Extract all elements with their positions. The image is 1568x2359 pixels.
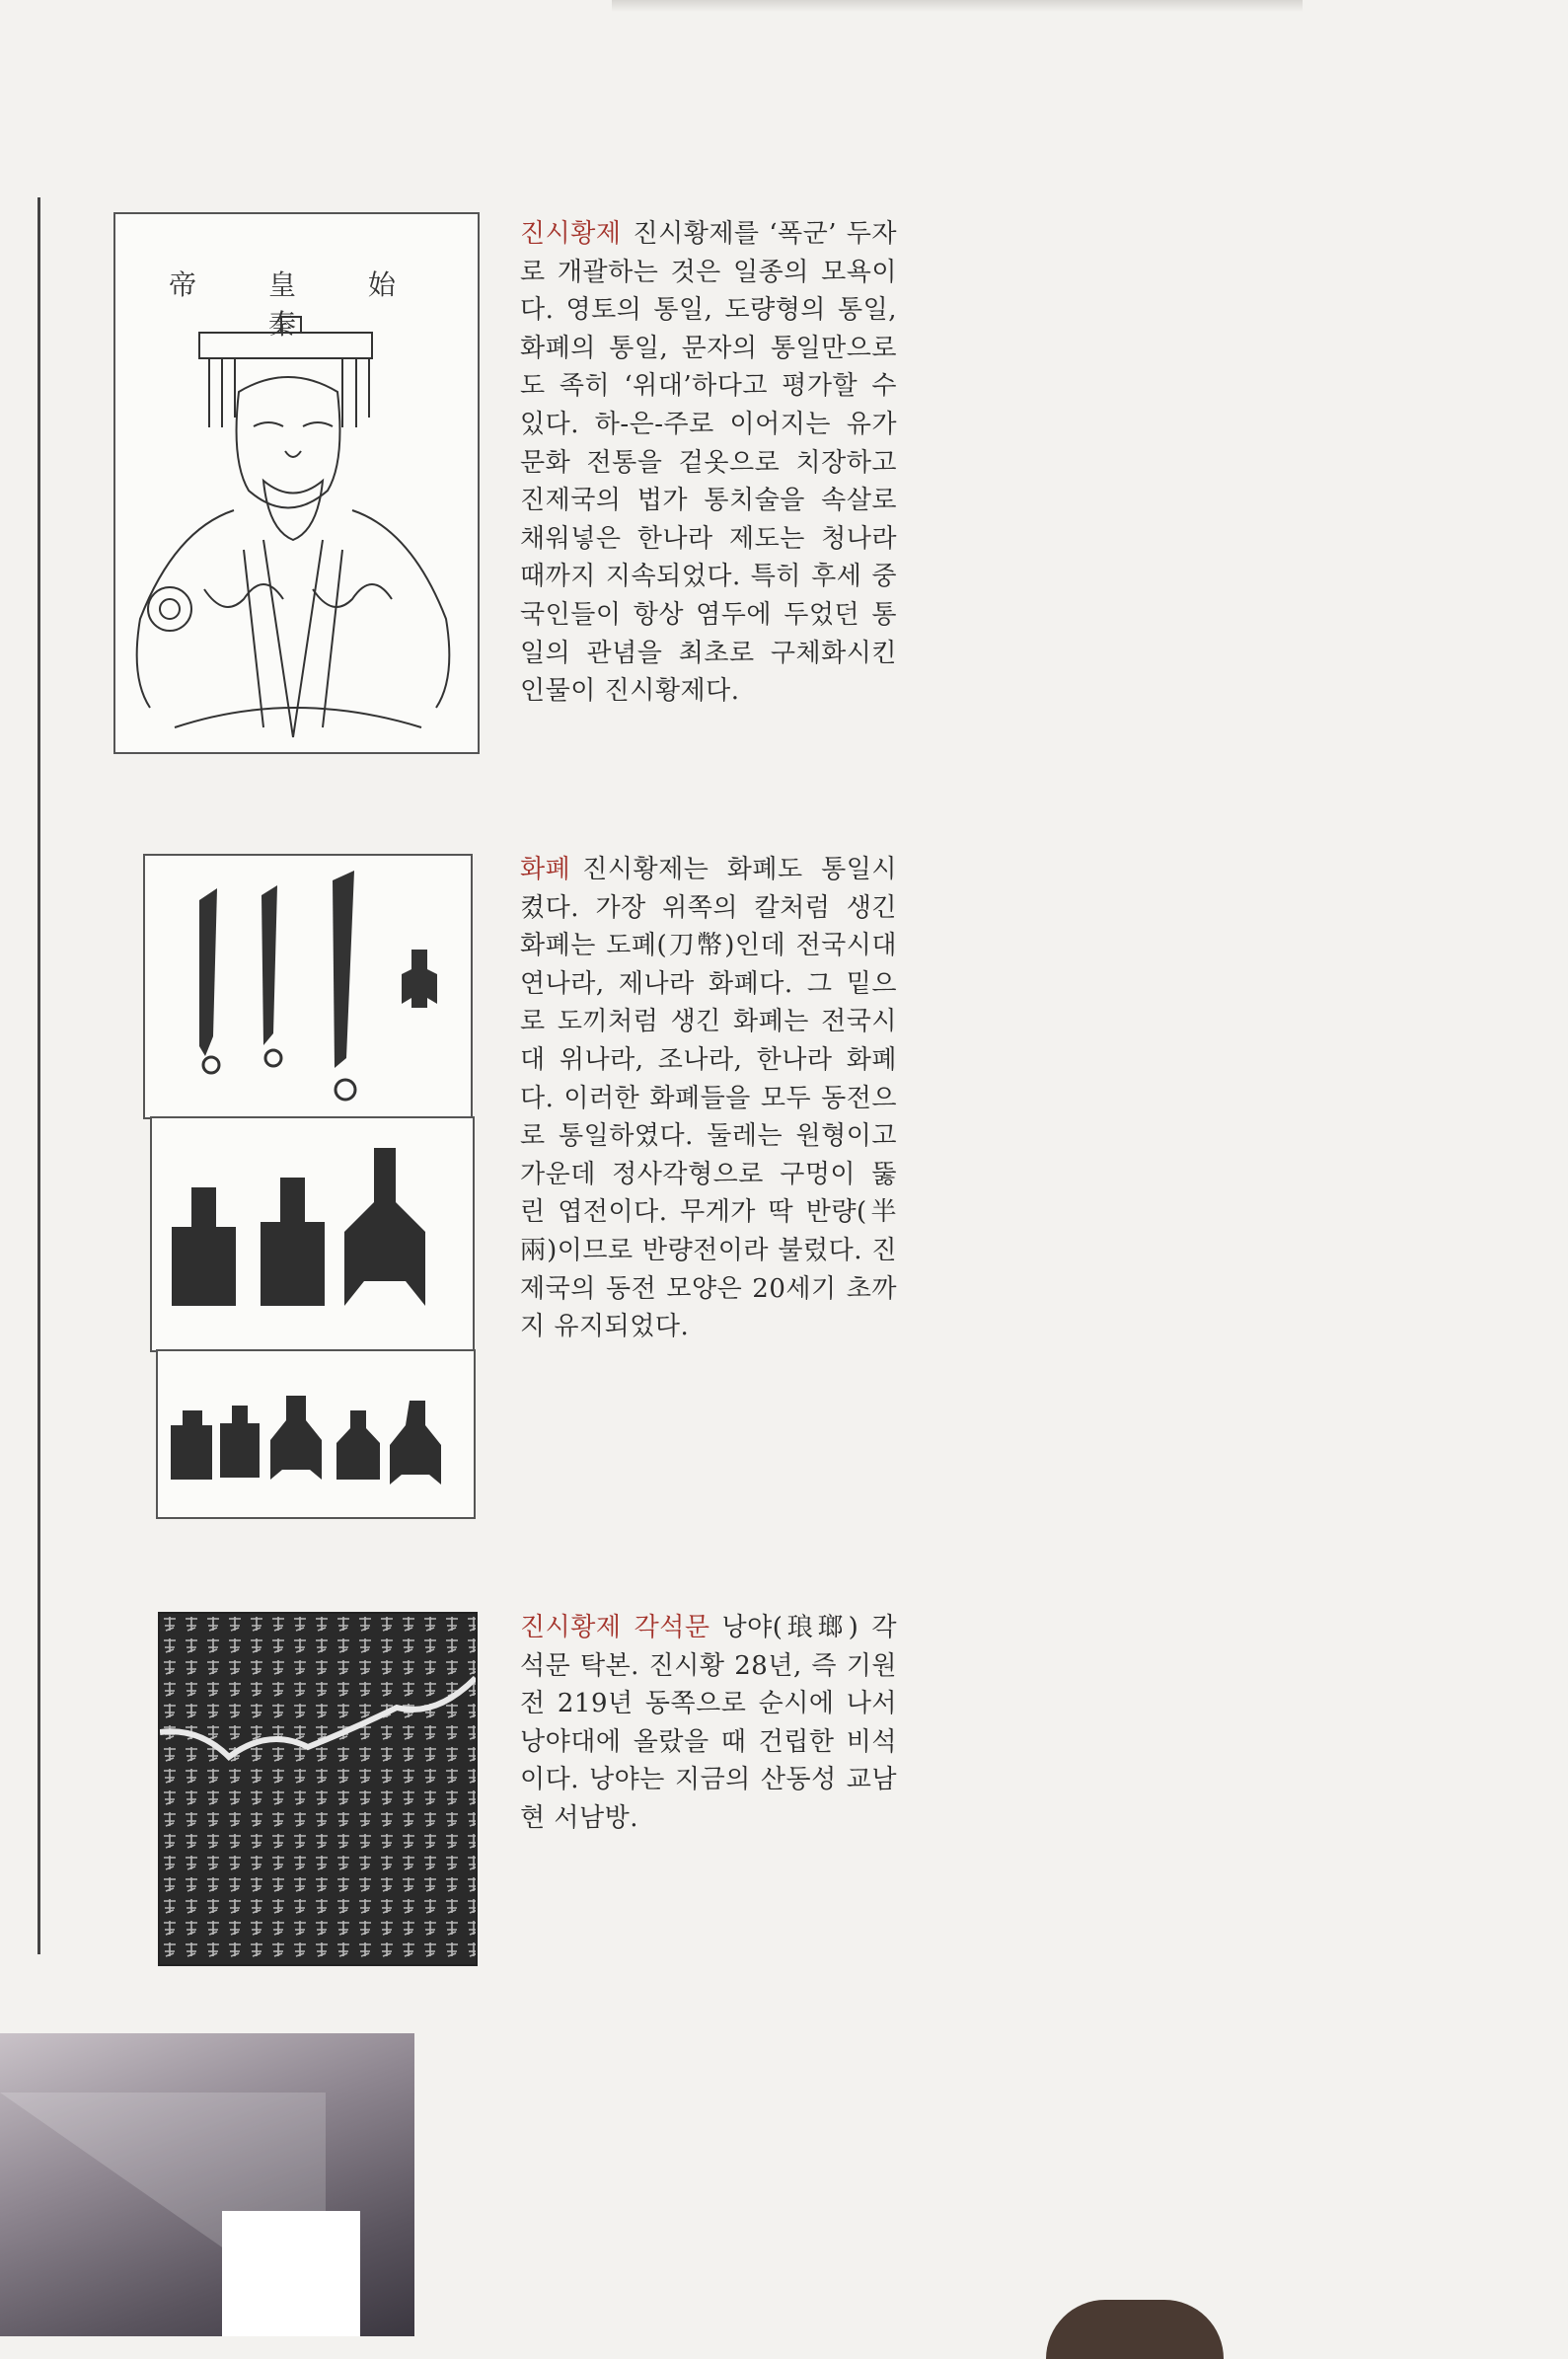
- object-edge: [1046, 2300, 1224, 2359]
- qin-emperor-portrait: [113, 212, 480, 754]
- banliang-coins-image: [158, 1351, 474, 1517]
- stele-rubbing-image: [160, 1614, 476, 1964]
- currency-plate-banliang: [156, 1349, 476, 1519]
- caption-currency: [520, 851, 897, 1346]
- spade-coins-image: [152, 1118, 473, 1350]
- knife-coins-image: [145, 856, 471, 1117]
- caption-stele-body: 낭야(琅瑯) 각석문 탁본. 진시황 28년, 즉 기원전 219년 동쪽으로 순시에 나서 낭야대에 올랐을 때 건립한 비석이다. 낭야는 지금의 산동성 교남현 서남방.: [520, 1613, 897, 1833]
- caption-currency-heading: 화폐: [520, 855, 571, 884]
- paper-scrap: [222, 2211, 360, 2336]
- currency-plate-spades: [150, 1116, 475, 1352]
- caption-qin-emperor: [520, 215, 897, 711]
- caption-currency-body: 진시황제는 화폐도 통일시켰다. 가장 위쪽의 칼처럼 생긴 화폐는 도폐(刀幣)인데 전국시대 연나라, 제나라 화폐다. 그 밑으로 도끼처럼 생긴 화폐는 전국시대 위나라, 조나라, 한나라 화폐다. 이러한 화폐들을 모두 동전으로 통일하였다. 둘레는 원형이고 가운데 정사각형으로 구멍이 뚫린 엽전이다. 무게가 딱 반량(半兩)이므로 반량전이라 불렀다. 진제국의 동전 모양은 20세기 초까지 유지되었다.: [520, 855, 897, 1342]
- caption-stele: [520, 1609, 897, 1838]
- portrait-inscription: 帝 皇 始 秦: [169, 268, 427, 341]
- caption-stele-heading: 진시황제 각석문: [520, 1613, 710, 1642]
- left-margin-rule: [37, 197, 40, 1954]
- caption-qin-emperor-heading: 진시황제: [520, 219, 622, 249]
- portrait-illustration: [115, 214, 478, 752]
- stele-rubbing: [158, 1612, 478, 1966]
- page-top-edge: [612, 0, 1303, 12]
- caption-qin-emperor-body: 진시황제를 ‘폭군’ 두자로 개괄하는 것은 일종의 모욕이다. 영토의 통일, 도량형의 통일, 화폐의 통일, 문자의 통일만으로도 족히 ‘위대’하다고 평가할 수 있다. 하-은-주로 이어지는 유가 문화 전통을 겉옷으로 치장하고 진제국의 법가 통치술을 속살로 채워넣은 한나라 제도는 청나라 때까지 지속되었다. 특히 후세 중국인들이 항상 염두에 두었던 통일의 관념을 최초로 구체화시킨 인물이 진시황제다.: [520, 219, 897, 707]
- currency-plate-knives: [143, 854, 473, 1119]
